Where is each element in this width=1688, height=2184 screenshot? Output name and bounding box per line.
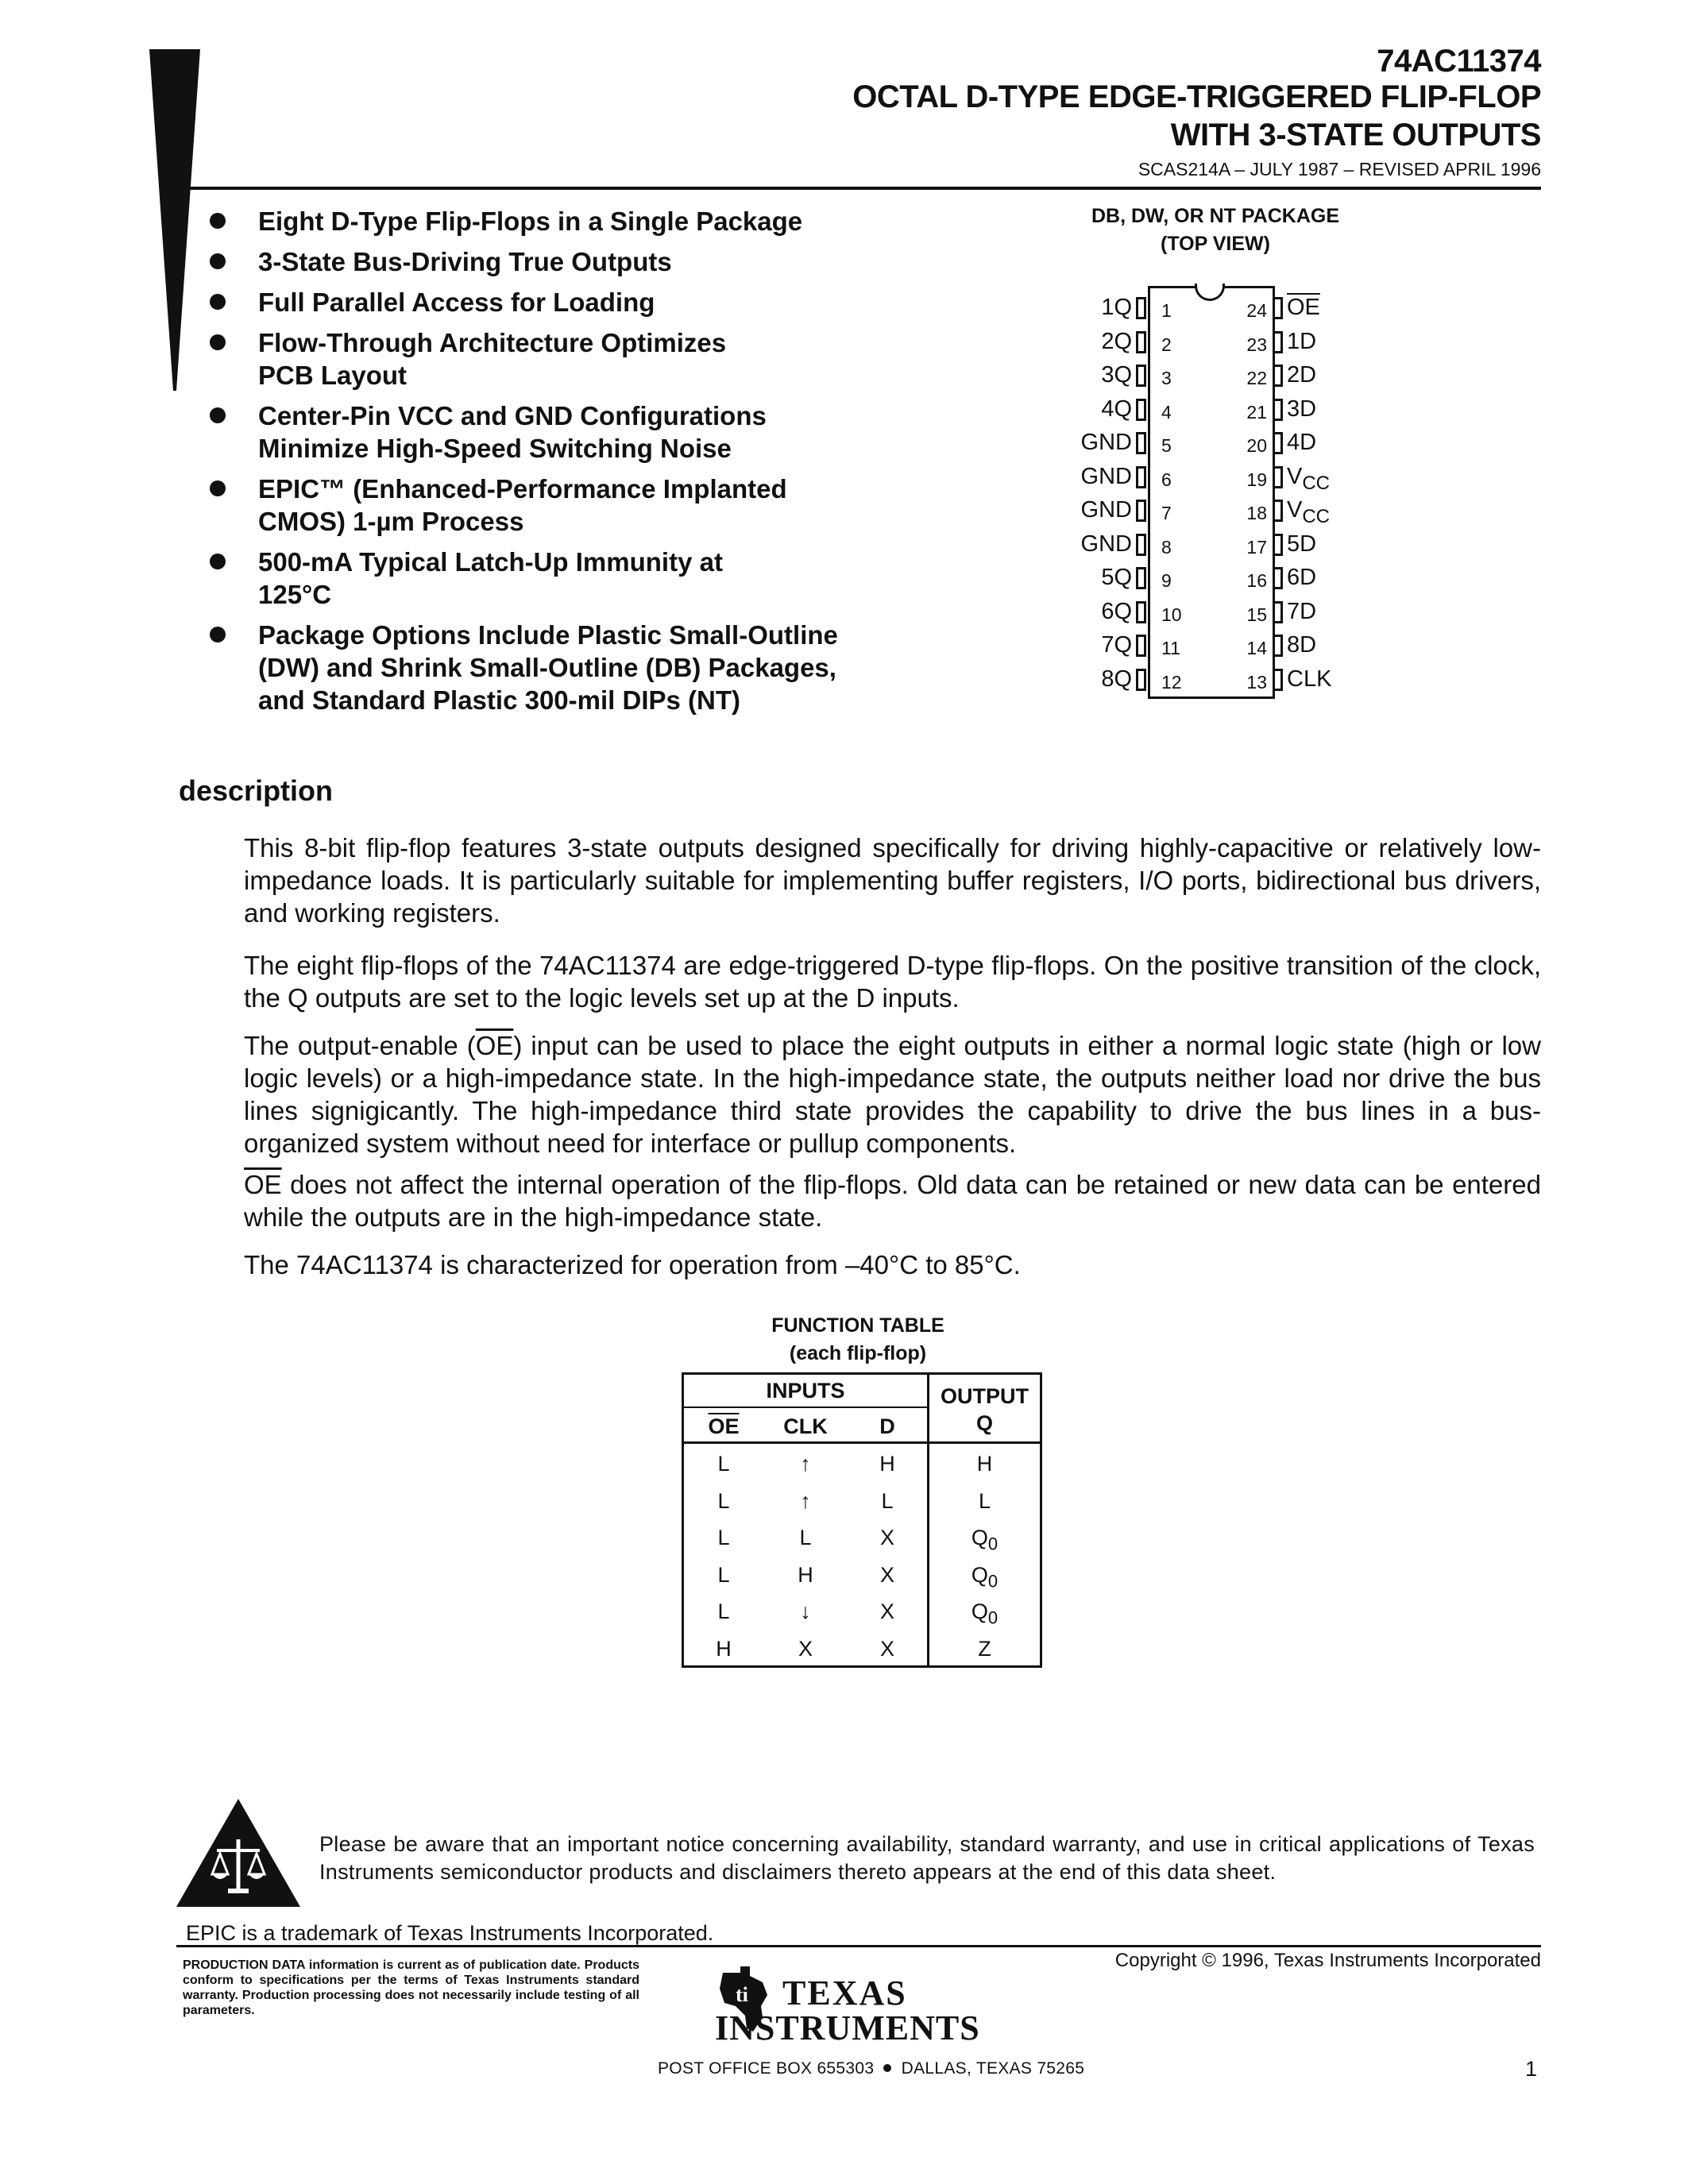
pin-label: 1Q — [1101, 295, 1132, 320]
svg-text:ti: ti — [736, 1983, 748, 2006]
description-paragraph: The 74AC11374 is characterized for operation from –40°C to 85°C. — [244, 1250, 1021, 1279]
bullet-icon — [210, 253, 226, 269]
pin-21 — [1273, 399, 1283, 421]
pin-17 — [1273, 534, 1283, 556]
pin-number: 6 — [1161, 469, 1172, 490]
pin-number: 21 — [1246, 401, 1267, 423]
scales-icon — [211, 1836, 266, 1900]
table-cell-d: H — [879, 1452, 895, 1476]
pin-number: 15 — [1246, 604, 1267, 625]
pin-number: 20 — [1246, 435, 1267, 456]
pin-10 — [1136, 601, 1146, 623]
pin-16 — [1273, 567, 1283, 589]
pin-number: 5 — [1161, 435, 1172, 456]
pin-2 — [1136, 331, 1146, 353]
pin-label: 7D — [1287, 598, 1317, 624]
table-cell-clk: L — [799, 1526, 812, 1549]
production-data-note: PRODUCTION DATA information is current as of publication date. Products conform to specifications per the terms of Texas Instruments standard warranty. Production processing does not necessarily include testing of all parameters. — [183, 1958, 639, 2017]
title-line1: OCTAL D-TYPE EDGE-TRIGGERED FLIP-FLOP — [852, 79, 1541, 114]
table-cell-d: X — [879, 1636, 894, 1661]
pin-23 — [1273, 331, 1283, 353]
description-paragraph: The output-enable $(\overline{OE})$ input can be used to place the eight outputs in either a normal logic state (high or low logic levels) or a high-impedance state. In the high-impedance state, the outputs neither load nor drive the bus lines signigicantly. The high-impedance third state provides the capability to drive the bus lines in a bus-organized system without need for interface or pullup components. — [244, 1031, 1541, 1158]
pin-15 — [1273, 601, 1283, 623]
table-cell-q: H — [976, 1452, 993, 1476]
pin-14 — [1273, 635, 1283, 657]
col-header-d: D — [879, 1414, 895, 1438]
bullet-icon — [210, 294, 226, 310]
page-number: 1 — [1524, 2057, 1537, 2081]
table-divider — [684, 1441, 1040, 1444]
function-table-subtitle: (each flip-flop) — [789, 1342, 927, 1364]
table-cell-q: $Q_0$ — [971, 1599, 999, 1628]
pin-24 — [1273, 297, 1283, 319]
function-table-title: FUNCTION TABLE — [771, 1314, 944, 1337]
header-rule — [189, 187, 1541, 190]
copyright: Copyright © 1996, Texas Instruments Incorporated — [1114, 1950, 1541, 1971]
bullet-icon — [210, 627, 226, 642]
pin-5 — [1136, 432, 1146, 454]
table-cell-clk: H — [798, 1562, 813, 1587]
table-divider — [684, 1406, 927, 1408]
pin-number: 13 — [1246, 671, 1267, 693]
table-cell-oe: L — [717, 1562, 730, 1587]
bullet-icon — [210, 334, 226, 350]
footer-rule — [176, 1945, 1541, 1947]
description-paragraph: The eight flip-flops of the 74AC11374 are edge-triggered D-type flip-flops. On the positive transition of the clock, the Q outputs are set to the logic levels set up at the D inputs. — [244, 951, 1541, 1013]
pin-label: 3D — [1287, 396, 1317, 422]
table-cell-clk: ↑ — [800, 1452, 811, 1476]
table-cell-d: X — [879, 1599, 894, 1623]
post-office-address: POST OFFICE BOX 655303 DALLAS, TEXAS 75265 — [658, 2059, 1085, 2078]
table-cell-q: L — [978, 1488, 991, 1513]
pin-label: 2D — [1287, 362, 1317, 388]
pin-13 — [1273, 669, 1283, 691]
pin-20 — [1273, 432, 1283, 454]
pin-number: 17 — [1246, 536, 1267, 558]
description-paragraph: $\overline{OE}$ does not affect the internal operation of the flip-flops. Old data can be retained or new data can be entered while the outputs are in the high-impedance state. — [244, 1170, 1541, 1232]
pin-label: 5D — [1287, 531, 1317, 557]
pin-label: 4Q — [1101, 396, 1132, 422]
pin-7 — [1136, 500, 1146, 522]
pin-label: 8D — [1287, 632, 1317, 658]
function-table — [682, 1372, 1042, 1668]
bullet-icon — [883, 2064, 891, 2072]
section-heading-description: description — [179, 774, 334, 807]
doc-id: SCAS214A – JULY 1987 – REVISED APRIL 1996 — [1138, 159, 1541, 179]
pin-number: 2 — [1161, 334, 1172, 355]
pin-4 — [1136, 399, 1146, 421]
col-header-oe: $\overline{OE}$ — [708, 1414, 740, 1438]
pin-number: 22 — [1246, 368, 1267, 388]
pin-number: 3 — [1161, 368, 1172, 388]
pin-number: 12 — [1161, 671, 1182, 693]
pin-label: GND — [1080, 497, 1132, 523]
table-cell-q: $Q_0$ — [971, 1562, 999, 1591]
pin-number: 14 — [1246, 638, 1267, 658]
part-number: 74AC11374 — [1377, 44, 1541, 79]
pin-label: $V_{CC}$ — [1287, 497, 1331, 527]
package-title: DB, DW, OR NT PACKAGE — [1091, 205, 1340, 227]
package-subtitle: (TOP VIEW) — [1161, 233, 1270, 255]
logo-instruments: INSTRUMENTS — [715, 2008, 980, 2047]
trademark-note: EPIC is a trademark of Texas Instruments Incorporated. — [186, 1921, 714, 1945]
table-cell-q: $Q_0$ — [971, 1526, 999, 1554]
pin-number: 16 — [1246, 570, 1267, 591]
pin-label: 5Q — [1101, 565, 1132, 590]
title-line2: WITH 3-STATE OUTPUTS — [1170, 118, 1541, 152]
logo-texas: TEXAS — [782, 1974, 907, 2012]
pin-1 — [1136, 297, 1146, 319]
pin-number: 9 — [1161, 570, 1172, 591]
col-group-inputs: INPUTS — [766, 1379, 845, 1403]
pin-22 — [1273, 365, 1283, 387]
table-cell-oe: L — [717, 1599, 730, 1623]
bullet-icon — [210, 480, 226, 496]
pin-12 — [1136, 669, 1146, 691]
table-cell-oe: L — [717, 1452, 730, 1476]
pin-3 — [1136, 365, 1146, 387]
texas-instruments-logo — [715, 1965, 1001, 2052]
pin-label: CLK — [1287, 666, 1332, 692]
table-cell-oe: L — [717, 1526, 730, 1549]
pin-label: GND — [1080, 463, 1132, 489]
pin-number: 18 — [1246, 503, 1267, 523]
side-wedge-decoration — [149, 49, 200, 391]
pin-number: 24 — [1246, 300, 1267, 321]
table-cell-clk: ↑ — [800, 1488, 811, 1513]
pin-label: 6Q — [1101, 598, 1132, 624]
pin-number: 23 — [1246, 334, 1267, 355]
pin-number: 7 — [1161, 503, 1172, 523]
pin-label: 4D — [1287, 430, 1317, 455]
table-cell-q: Z — [978, 1636, 991, 1661]
pin-number: 4 — [1161, 401, 1172, 423]
pin-label: $V_{CC}$ — [1287, 463, 1331, 494]
pin-11 — [1136, 635, 1146, 657]
pin-label: GND — [1080, 430, 1132, 455]
pin-label: 1D — [1287, 328, 1317, 354]
pin-number: 11 — [1161, 638, 1180, 658]
pin-label: 6D — [1287, 565, 1317, 590]
pin-label: 2Q — [1101, 328, 1132, 354]
table-cell-d: L — [881, 1488, 894, 1513]
col-header-q: Q — [975, 1411, 993, 1435]
pin-label: 7Q — [1101, 632, 1132, 658]
col-group-output: OUTPUT — [941, 1384, 1029, 1408]
pin-label: $\overline{OE}$ — [1287, 295, 1320, 320]
bullet-icon — [210, 554, 226, 569]
pin-9 — [1136, 567, 1146, 589]
pin-number: 10 — [1161, 604, 1182, 625]
table-cell-clk: X — [798, 1636, 813, 1661]
table-cell-oe: H — [716, 1636, 732, 1661]
bullet-icon — [210, 407, 226, 423]
bullet-icon — [210, 213, 226, 229]
pin-19 — [1273, 466, 1283, 488]
pin-8 — [1136, 534, 1146, 556]
table-cell-d: X — [879, 1562, 894, 1587]
pin-number: 8 — [1161, 536, 1172, 558]
description-paragraph: This 8-bit flip-flop features 3-state outputs designed specifically for driving highly-capacitive or relatively low-impedance loads. It is particularly suitable for implementing buffer registers, I/O ports, bidirectional bus drivers, and working registers. — [244, 833, 1541, 928]
table-cell-oe: L — [717, 1488, 730, 1513]
pin-number: 1 — [1161, 300, 1172, 321]
table-cell-d: X — [879, 1526, 894, 1549]
important-notice: Please be aware that an important notice concerning availability, standard warranty, and use in critical applications of Texas Instruments semiconductor products and disclaimers thereto appears at the end of this data sheet. — [319, 1832, 1535, 1884]
pin-18 — [1273, 500, 1283, 522]
pin-label: GND — [1080, 531, 1132, 557]
pin-label: 3Q — [1101, 362, 1132, 388]
col-header-clk: CLK — [783, 1414, 828, 1438]
pin-label: 8Q — [1101, 666, 1132, 692]
pin-6 — [1136, 466, 1146, 488]
pin-number: 19 — [1246, 469, 1267, 490]
table-cell-clk: ↓ — [800, 1599, 811, 1623]
